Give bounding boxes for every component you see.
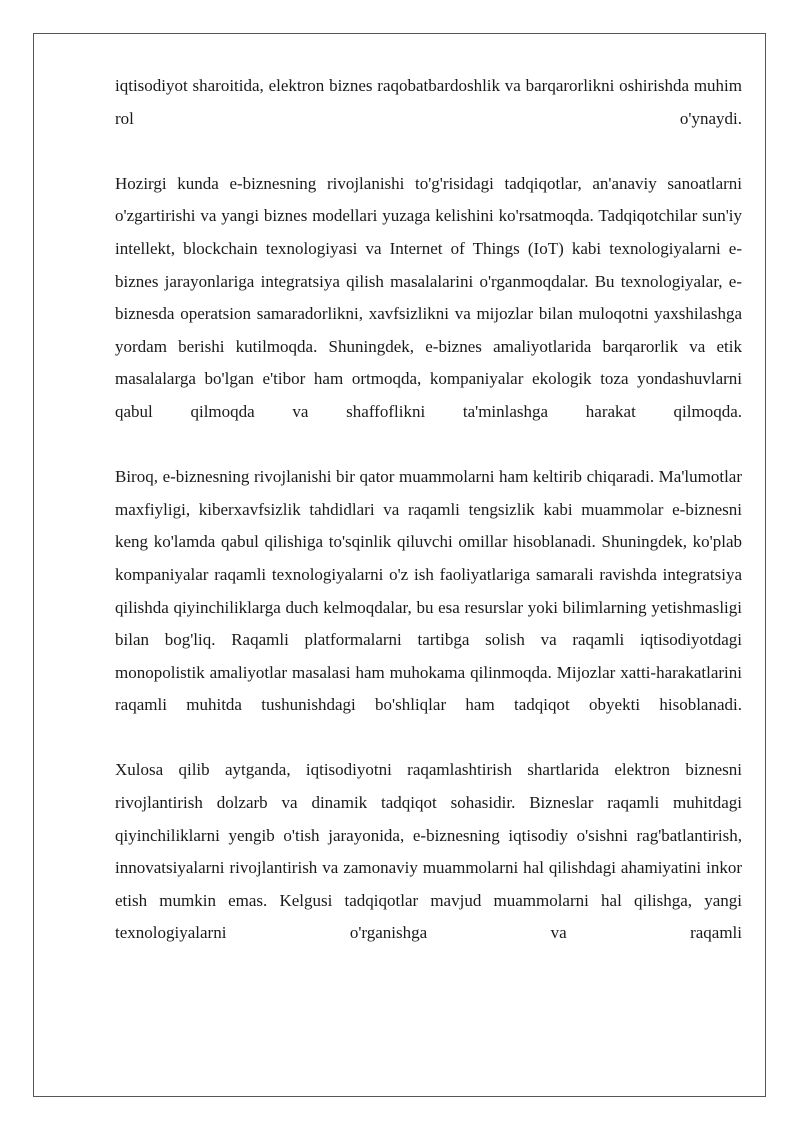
- paragraph-challenges: Biroq, e-biznesning rivojlanishi bir qator muammolarni ham keltirib chiqaradi. Ma'lumotlar maxfiyligi, kiberxavfsizlik tahdidlari va raqamli tengsizlik kabi muammolar e-biznesni keng ko'lamda qabul qilishiga to'sqinlik qiluvchi omillar hisoblanadi. Shuningdek, ko'plab kompaniyalar raqamli texnologiyalarni o'z ish faoliyatlariga samarali ravishda integratsiya qilishda qiyinchiliklarga duch kelmoqdalar, bu esa resurslar yoki bilimlarning yetishmasligi bilan bog'liq. Raqamli platformalarni tartibga solish va raqamli iqtisodiyotdagi monopolistik amaliyotlar masalasi ham muhokama qilinmoqda. Mijozlar xatti-harakatlarini raqamli muhitda tushunishdagi bo'shliqlar ham tadqiqot obyekti hisoblanadi.: [115, 467, 742, 715]
- paragraph-intro-tail: iqtisodiyot sharoitida, elektron biznes raqobatbardoshlik va barqarorlikni oshirishda muhim rol o'ynaydi.: [115, 76, 742, 128]
- paragraph-conclusion: Xulosa qilib aytganda, iqtisodiyotni raqamlashtirish shartlarida elektron biznesni rivojlantirish dolzarb va dinamik tadqiqot sohasidir. Bizneslar raqamli muhitdagi qiyinchiliklarni yengib o'tish jarayonida, e-biznesning iqtisodiy o'sishni rag'batlantirish, innovatsiyalarni rivojlantirish va zamonaviy muammolarni hal qilishdagi ahamiyatini inkor etish mumkin emas. Kelgusi tadqiqotlar mavjud muammolarni hal qilishga, yangi texnologiyalarni o'rganishga va raqamli: [115, 760, 742, 943]
- document-body: [115, 70, 742, 950]
- paragraph-research-trends: Hozirgi kunda e-biznesning rivojlanishi to'g'risidagi tadqiqotlar, an'anaviy sanoatlarni o'zgartirishi va yangi biznes modellari yuzaga kelishini ko'rsatmoqda. Tadqiqotchilar sun'iy intellekt, blockchain texnologiyasi va Internet of Things (IoT) kabi texnologiyalarni e-biznes jarayonlariga integratsiya qilish masalalarini o'rganmoqdalar. Bu texnologiyalar, e-biznesda operatsion samaradorlikni, xavfsizlikni va mijozlar bilan muloqotni yaxshilashga yordam berishi kutilmoqda. Shuningdek, e-biznes amaliyotlarida barqarorlik va etik masalalarga bo'lgan e'tibor ham ortmoqda, kompaniyalar ekologik toza yondashuvlarni qabul qilmoqda va shaffoflikni ta'minlashga harakat qilmoqda.: [115, 173, 742, 421]
